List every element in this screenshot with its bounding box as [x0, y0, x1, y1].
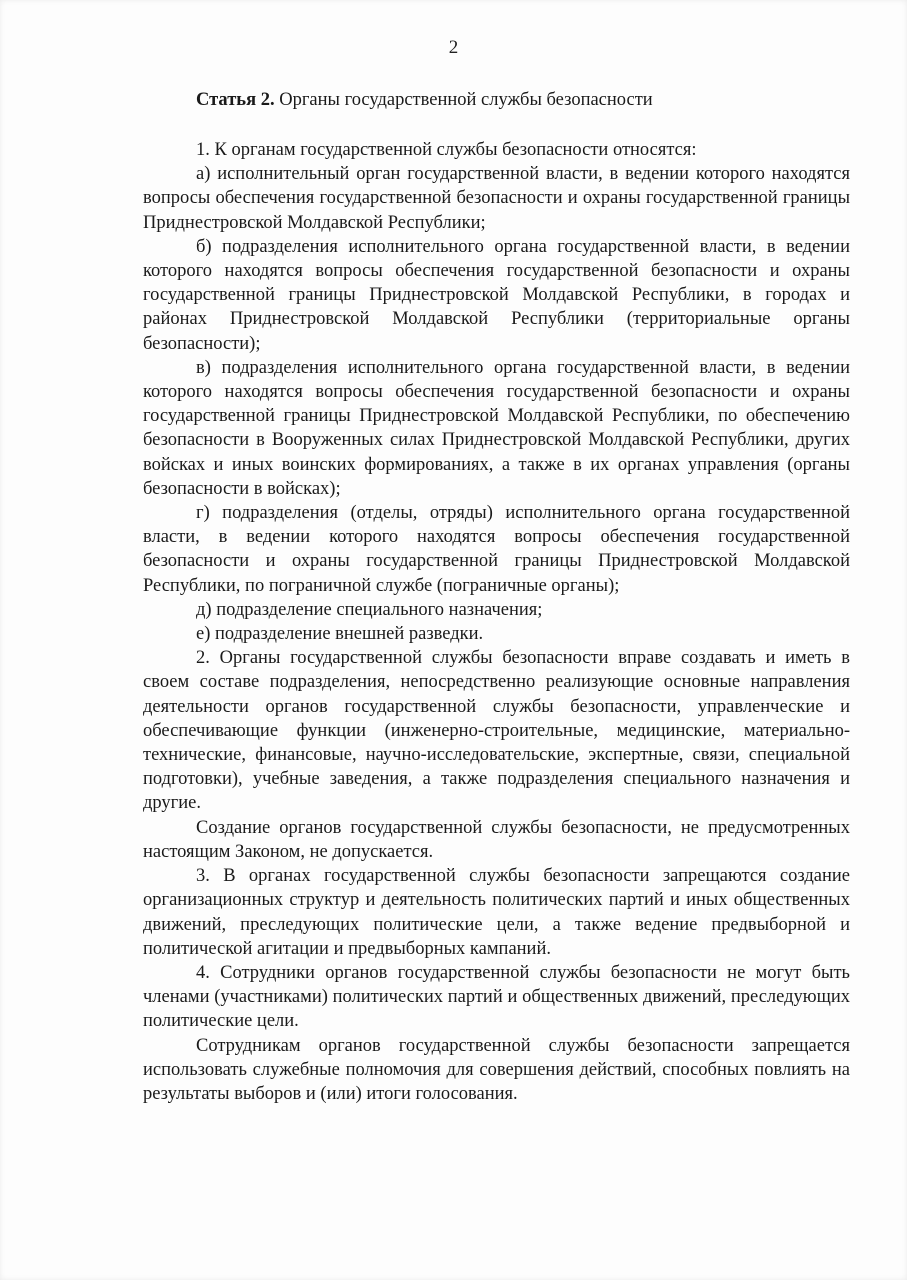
- paragraph-4: 4. Сотрудники органов государственной службы безопасности не могут быть членами (участниками) политических партий и общественных движений, преследующих политические цели.: [143, 962, 850, 1032]
- document-body: [143, 88, 850, 1106]
- paragraph-item-v: в) подразделения исполнительного органа государственной власти, в ведении которого находятся вопросы обеспечения государственной безопасности и охраны государственной границы Приднестровской Молдавской Республики, по обеспечению безопасности в Вооруженных силах Приднестровской Молдавской Республики, других войсках и иных воинских формированиях, а также в их органах управления (органы безопасности в войсках);: [143, 357, 850, 499]
- paragraph-2: 2. Органы государственной службы безопасности вправе создавать и иметь в своем составе подразделения, непосредственно реализующие основные направления деятельности органов государственной службы безопасности, управленческие и обеспечивающие функции (инженерно-строительные, медицинские, материально-технические, финансовые, научно-исследовательские, экспертные, связи, специальной подготовки), учебные заведения, а также подразделения специального назначения и другие.: [143, 648, 850, 814]
- paragraph-item-a: а) исполнительный орган государственной власти, в ведении которого находятся вопросы обеспечения государственной безопасности и охраны государственной границы Приднестровской Молдавской Республики;: [143, 164, 850, 233]
- paragraph-item-e: е) подразделение внешней разведки.: [196, 624, 484, 645]
- paragraph-item-d: д) подразделение специального назначения;: [196, 599, 543, 620]
- paragraph-1-intro: 1. К органам государственной службы безопасности относятся:: [196, 140, 697, 160]
- paragraph-item-g: г) подразделения (отделы, отряды) исполнительного органа государственной власти, в ведении которого находятся вопросы обеспечения государственной безопасности и охраны государственной границы Приднестровской Молдавской Республики, по пограничной службе (пограничные органы);: [143, 503, 850, 596]
- article-heading: [143, 88, 850, 112]
- paragraph-3: 3. В органах государственной службы безопасности запрещаются создание организационных структур и деятельность политических партий и иных общественных движений, преследующих политические цели, а также ведение предвыборной и политической агитации и предвыборных кампаний.: [143, 866, 850, 959]
- paragraph-item-b: б) подразделения исполнительного органа государственной власти, в ведении которого находятся вопросы обеспечения государственной безопасности и охраны государственной границы Приднестровской Молдавской Республики, в городах и районах Приднестровской Молдавской Республики (территориальные органы безопасности);: [143, 236, 850, 354]
- paragraph-2-note: Создание органов государственной службы безопасности, не предусмотренных настоящим Законом, не допускается.: [143, 817, 850, 862]
- paragraph-4-note: Сотрудникам органов государственной службы безопасности запрещается использовать служебные полномочия для совершения действий, способных повлиять на результаты выборов и (или) итоги голосования.: [143, 1035, 850, 1104]
- article-label: Статья 2.: [196, 90, 275, 110]
- article-title: Органы государственной службы безопасности: [279, 90, 653, 110]
- page-number: 2: [448, 37, 459, 58]
